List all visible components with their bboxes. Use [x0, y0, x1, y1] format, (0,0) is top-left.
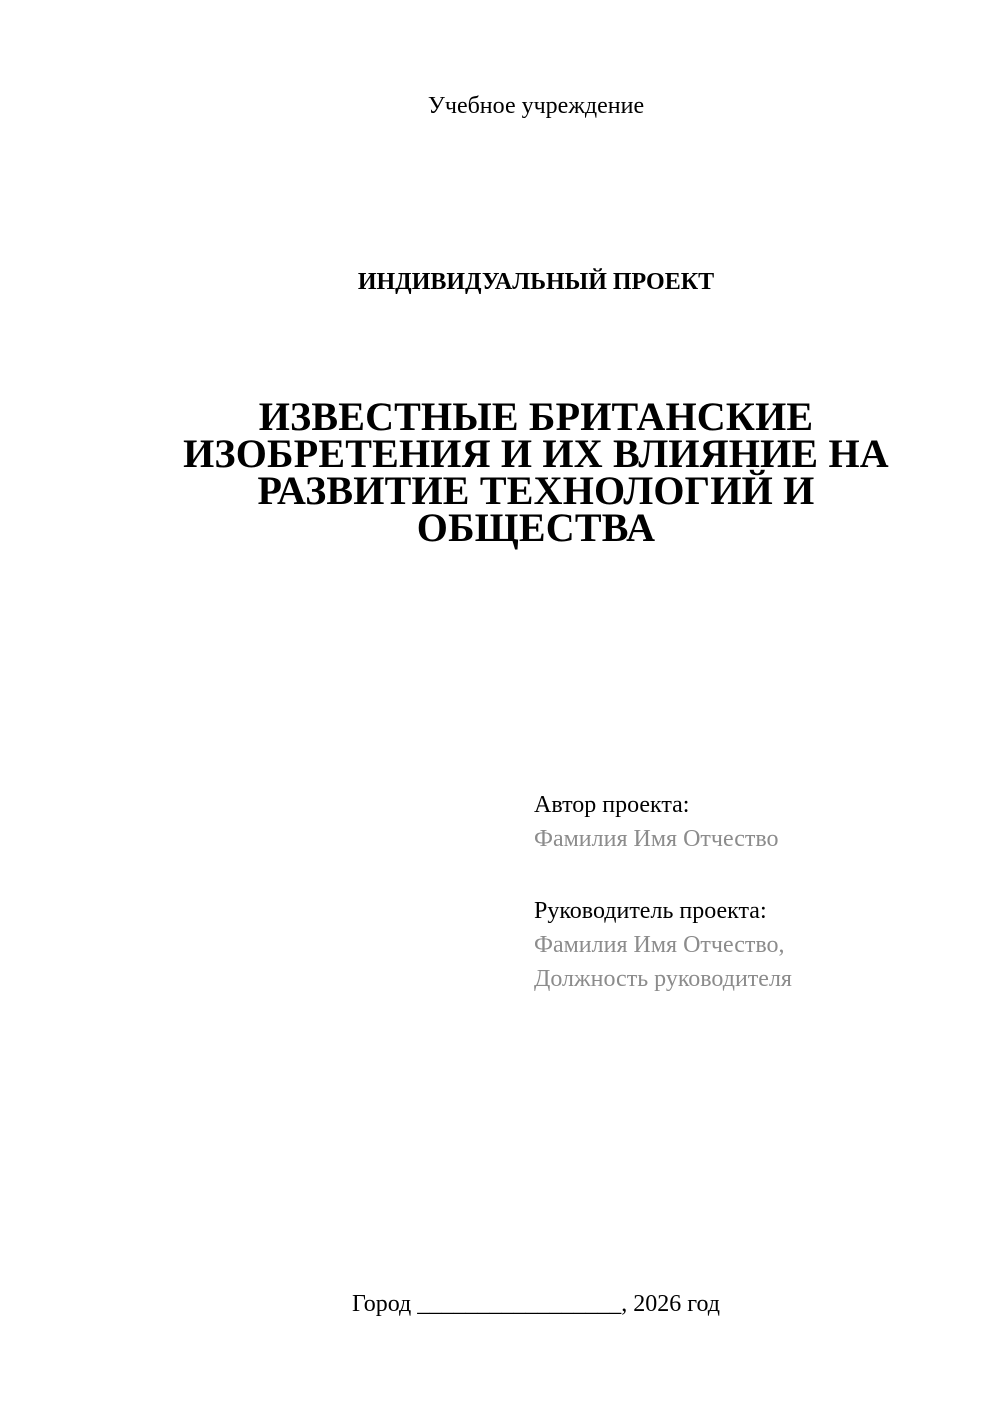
spacer — [534, 856, 974, 894]
project-title-line: РАЗВИТИЕ ТЕХНОЛОГИЙ И — [257, 468, 815, 513]
institution-name: Учебное учреждение — [427, 93, 645, 119]
supervisor-position-placeholder: Должность руководителя — [534, 966, 792, 992]
project-title-line: ИЗОБРЕТЕНИЯ И ИХ ВЛИЯНИЕ НА — [183, 431, 889, 476]
project-title — [150, 394, 922, 550]
document-type: ИНДИВИДУАЛЬНЫЙ ПРОЕКТ — [357, 269, 715, 295]
project-title-line: ИЗВЕСТНЫЕ БРИТАНСКИЕ — [258, 394, 814, 439]
city-year-line: Город _________________, 2026 год — [351, 1291, 721, 1317]
project-title-line: ОБЩЕСТВА — [416, 505, 656, 550]
author-label: Автор проекта: — [534, 792, 690, 818]
supervisor-name-placeholder: Фамилия Имя Отчество, — [534, 932, 785, 958]
author-name-placeholder: Фамилия Имя Отчество — [534, 826, 779, 852]
supervisor-label: Руководитель проекта: — [534, 898, 767, 924]
project-people-block — [534, 788, 974, 996]
